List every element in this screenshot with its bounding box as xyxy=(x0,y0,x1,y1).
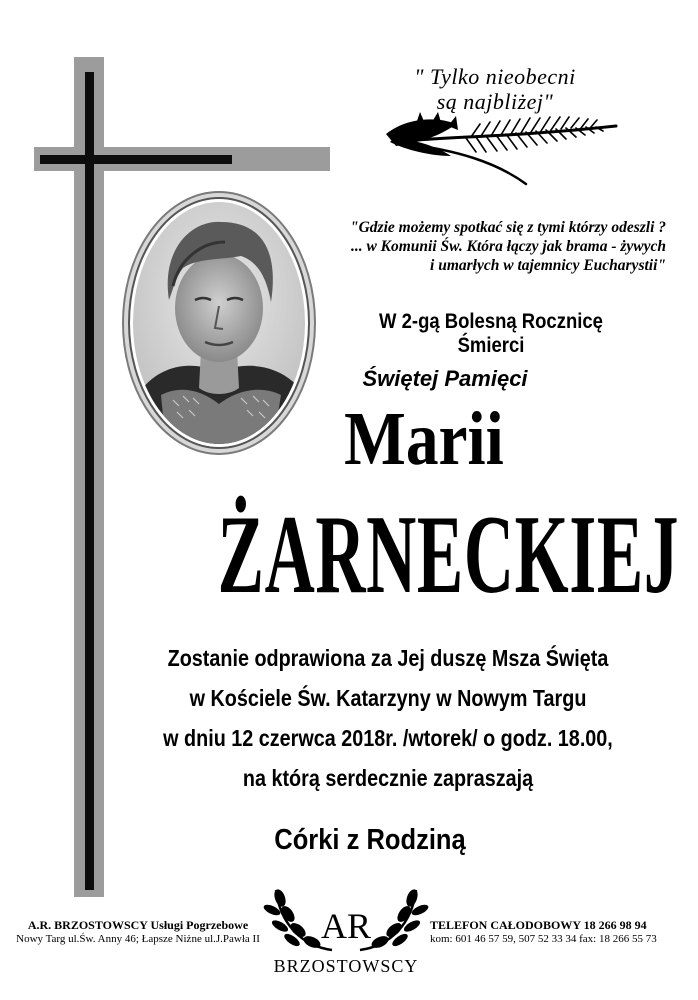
deceased-first-name: Marii xyxy=(344,397,504,481)
announcement-line-1: Zostanie odprawiona za Jej duszę Msza Święta xyxy=(167,645,609,671)
footer-company xyxy=(8,918,268,946)
announcement-line-2: w Kościele Św. Katarzyny w Nowym Targu xyxy=(189,685,587,711)
anniversary-heading: W 2-gą Bolesną Rocznicę Śmierci xyxy=(379,310,603,357)
deceased-surname: ŻARNECKIEJ xyxy=(217,493,680,617)
phone-label: TELEFON CAŁODOBOWY 18 266 98 94 xyxy=(430,918,647,932)
phone-numbers: kom: 601 46 57 59, 507 52 33 34 fax: 18 266 55 73 xyxy=(430,933,657,945)
announcement-line-3: w dniu 12 czerwca 2018r. /wtorek/ o godz. 18.00, xyxy=(163,725,613,751)
poem-line-3: i umarłych w tajemnicy Eucharystii" xyxy=(430,257,666,274)
logo-initials: AR xyxy=(320,906,372,946)
poem-line-2: ... w Komunii Św. Która łączy jak brama - żywych xyxy=(350,238,666,255)
announcement-line-4: na którą serdecznie zapraszają xyxy=(242,765,534,791)
header-quote-line-1: " Tylko nieobecni xyxy=(414,64,576,89)
signed-by: Córki z Rodziną xyxy=(274,824,466,856)
poem-line-1: "Gdzie możemy spotkać się z tymi którzy odeszli ? xyxy=(350,219,666,236)
portrait-photo xyxy=(121,190,317,456)
company-name: A.R. BRZOSTOWSCY Usługi Pogrzebowe xyxy=(27,918,249,932)
header-quote-line-2: są najbliżej" xyxy=(436,89,554,114)
palm-branch-icon xyxy=(376,112,628,186)
cross-horizontal-beam xyxy=(40,155,232,164)
cross-vertical-beam xyxy=(85,72,94,890)
company-address: Nowy Targ ul.Św. Anny 46; Łapsze Niżne ul.J.Pawła II xyxy=(16,933,260,945)
header-quote xyxy=(370,64,620,114)
mass-announcement xyxy=(156,638,620,798)
memory-heading: Świętej Pamięci xyxy=(362,366,528,391)
memorial-poem xyxy=(314,218,666,275)
footer-contact xyxy=(430,918,690,946)
logo-name: BRZOSTOWSCY xyxy=(273,956,419,976)
